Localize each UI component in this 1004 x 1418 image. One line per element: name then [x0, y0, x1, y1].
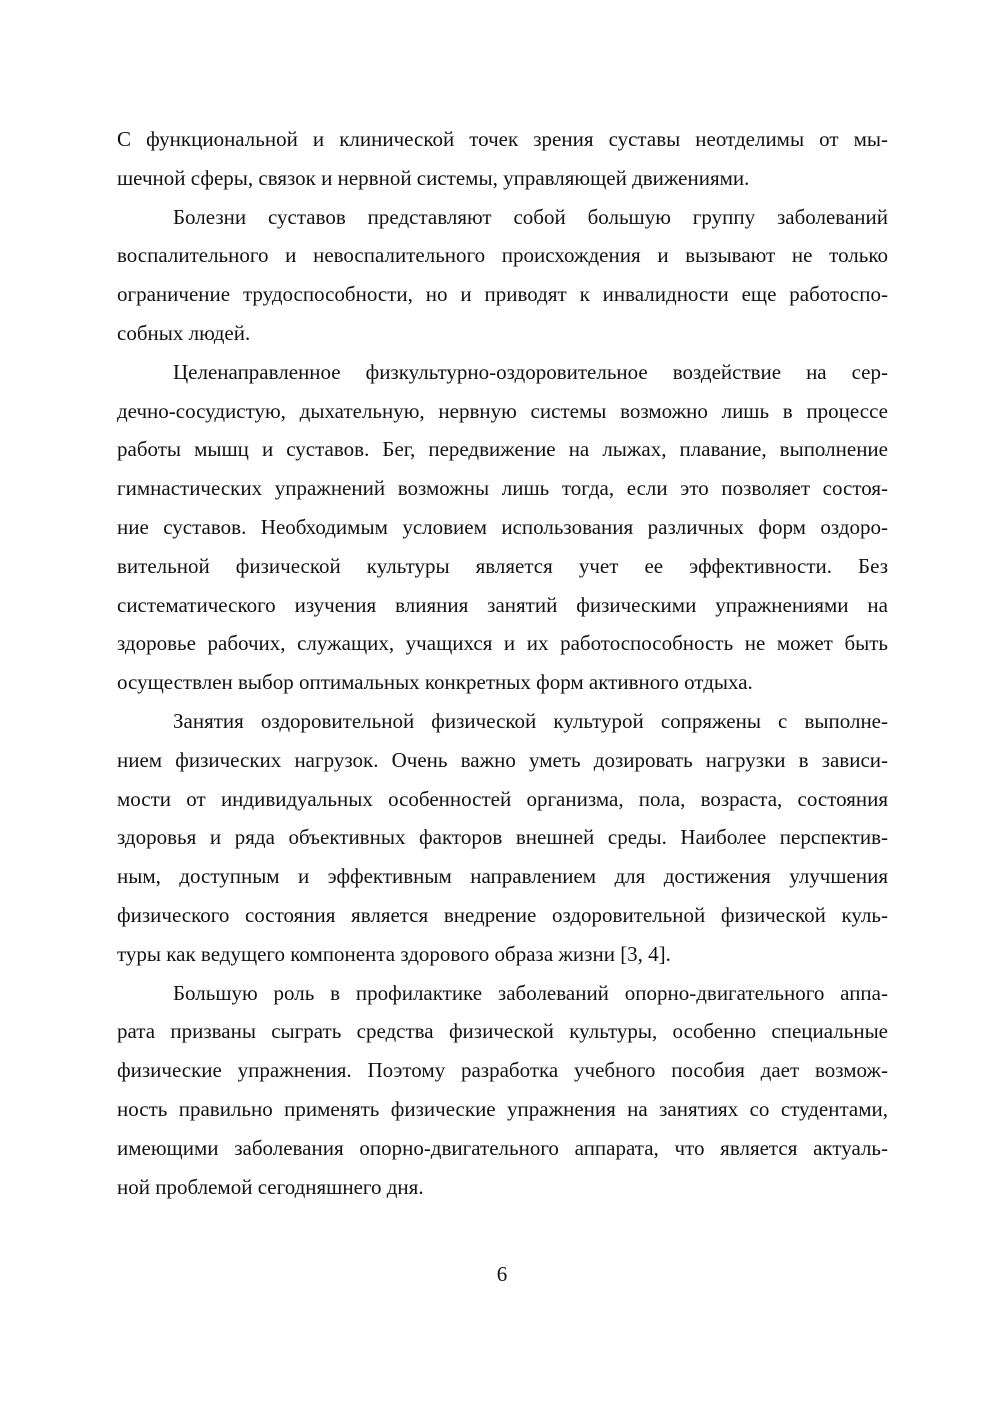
text-line: ной проблемой сегодняшнего дня.	[117, 1174, 424, 1199]
text-line: здоровье рабочих, служащих, учащихся и их работоспособность не может быть	[117, 631, 888, 656]
text-line: ние суставов. Необходимым условием использования различных форм оздоро-	[117, 514, 888, 539]
text-line: вительной физической культуры является учет ее эффективности. Без	[117, 553, 888, 578]
text-line: нием физических нагрузок. Очень важно уметь дозировать нагрузки в зависи-	[117, 747, 888, 772]
text-line: работы мышц и суставов. Бег, передвижение на лыжах, плавание, выполнение	[117, 437, 888, 462]
text-line: осуществлен выбор оптимальных конкретных форм активного отдыха.	[117, 670, 753, 695]
text-line: здоровья и ряда объективных факторов внешней среды. Наиболее перспектив-	[117, 825, 888, 850]
text-line: шечной сферы, связок и нервной системы, управляющей движениями.	[117, 165, 750, 190]
text-line: систематического изучения влияния занятий физическими упражнениями на	[117, 592, 888, 617]
text-line: собных людей.	[117, 320, 251, 345]
text-line: С функциональной и клинической точек зрения суставы неотделимы от мы-	[117, 127, 888, 151]
text-line: воспалительного и невоспалительного происхождения и вызывают не только	[117, 243, 888, 268]
text-line: Целенаправленное физкультурно-оздоровительное воздействие на сер-	[173, 359, 888, 384]
paragraph-1	[117, 120, 888, 198]
text-line: физические упражнения. Поэтому разработка учебного пособия дает возмож-	[117, 1058, 888, 1083]
text-line: ограничение трудоспособности, но и приводят к инвалидности еще работоспо-	[117, 282, 888, 307]
text-line: физического состояния является внедрение оздоровительной физической куль-	[117, 902, 888, 927]
paragraph-4	[117, 702, 888, 974]
text-line: туры как ведущего компонента здорового образа жизни [3, 4].	[117, 941, 671, 966]
body-text	[117, 120, 888, 1206]
text-line: гимнастических упражнений возможны лишь тогда, если это позволяет состоя-	[117, 476, 888, 501]
text-line: имеющими заболевания опорно-двигательного аппарата, что является актуаль-	[117, 1135, 888, 1160]
text-line: Большую роль в профилактике заболеваний опорно-двигательного аппа-	[173, 980, 888, 1005]
paragraph-5	[117, 974, 888, 1207]
paragraph-2	[117, 198, 888, 353]
text-line: Занятия оздоровительной физической культурой сопряжены с выполне-	[173, 708, 888, 733]
text-line: рата призваны сыграть средства физической культуры, особенно специальные	[117, 1019, 888, 1044]
paragraph-3	[117, 353, 888, 702]
text-line: дечно-сосудистую, дыхательную, нервную системы возможно лишь в процессе	[117, 398, 888, 423]
page-number: 6	[496, 1262, 508, 1286]
text-line: мости от индивидуальных особенностей организма, пола, возраста, состояния	[117, 786, 888, 811]
text-line: Болезни суставов представляют собой большую группу заболеваний	[173, 204, 888, 229]
text-line: ным, доступным и эффективным направлением для достижения улучшения	[117, 864, 888, 889]
text-line: ность правильно применять физические упражнения на занятиях со студентами,	[117, 1096, 888, 1121]
